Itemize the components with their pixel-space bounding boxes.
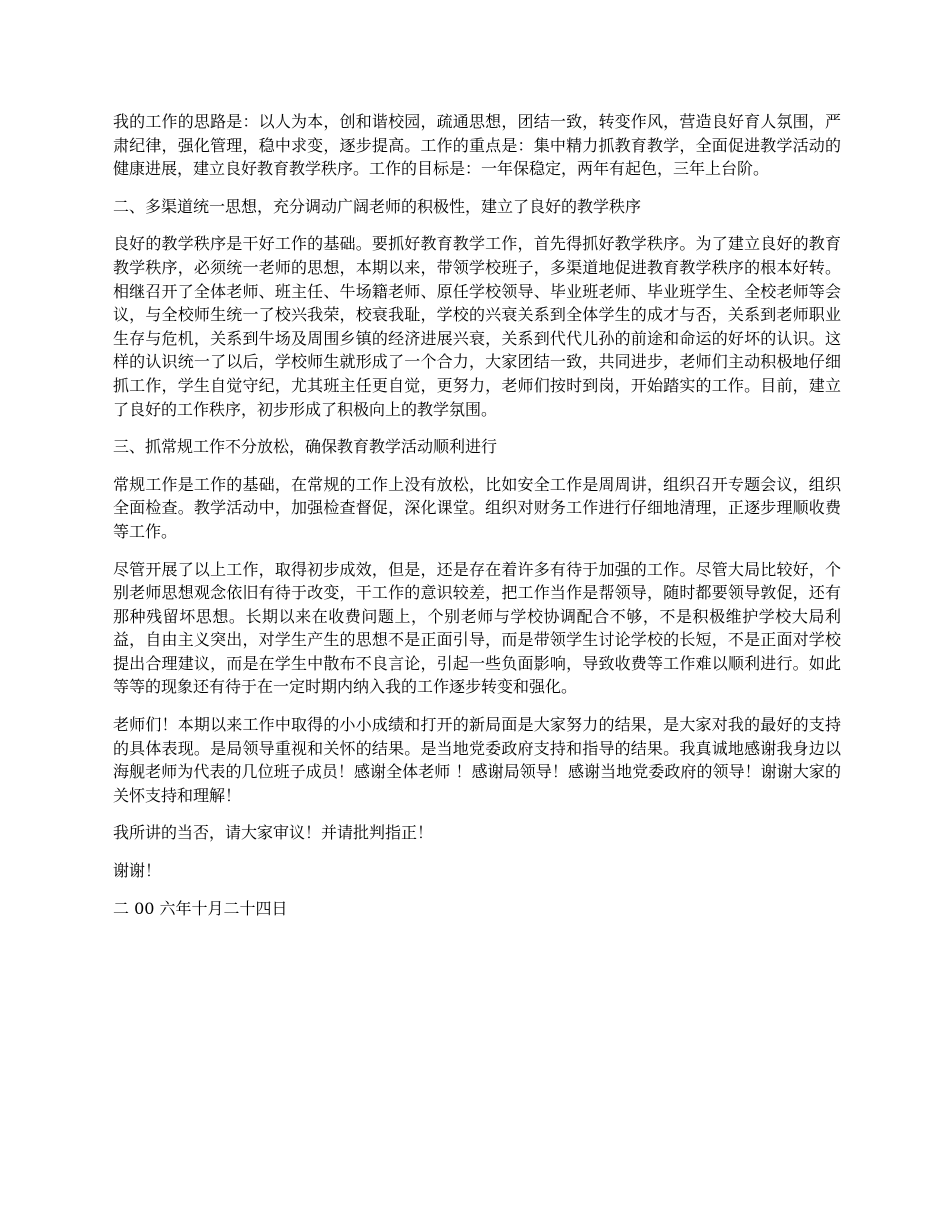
section-heading-three: 三、抓常规工作不分放松，确保教育教学活动顺利进行 [113,437,498,457]
paragraph-closing: 谢谢！ [113,861,162,881]
section-heading-two: 二、多渠道统一思想，充分调动广阔老师的积极性，建立了良好的教学秩序 [113,196,642,216]
paragraph-shortcomings: 尽管开展了以上工作，取得初步成效，但是，还是存在着许多有待于加强的工作。尽管大局比较好，个别老师思想观念依旧有待于改变，干工作的意识较差，把工作当作是帮领导，随时都要领导敦促，还有那种残留坏思想。长期以来在收费问题上，个别老师与学校协调配合不够，不是积极维护学校大局利益，自由主义突出，对学生产生的思想不是正面引导，而是带领学生讨论学校的长短，不是正面对学校提出合理建议，而是在学生中散布不良言论，引起一些负面影响，导致收费等工作难以顺利进行。如此等等的现象还有待于在一定时期内纳入我的工作逐步转变和强化。 [113,559,841,697]
paragraph-thanks: 老师们！本期以来工作中取得的小小成绩和打开的新局面是大家努力的结果，是大家对我的最好的支持的具体表现。是局领导重视和关怀的结果。是当地党委政府支持和指导的结果。我真诚地感谢我身边以海舰老师为代表的几位班子成员！感谢全体老师 ！感谢局领导！感谢当地党委政府的领导！谢谢大家的关怀支持和理解！ [113,715,841,805]
paragraph-teaching-order: 良好的教学秩序是干好工作的基础。要抓好教育教学工作，首先得抓好教学秩序。为了建立良好的教育教学秩序，必须统一老师的思想，本期以来，带领学校班子，多渠道地促进教育教学秩序的根本好转。相继召开了全体老师、班主任、牛场籍老师、原任学校领导、毕业班老师、毕业班学生、全校老师等会议，与全校师生统一了校兴我荣，校衰我耻，学校的兴衰关系到全体学生的成才与否，关系到老师职业生存与危机，关系到牛场及周围乡镇的经济进展兴衰，关系到代代儿孙的前途和命运的好坏的认识。这样的认识统一了以后，学校师生就形成了一个合力，大家团结一致，共同进步，老师们主动积极地仔细抓工作，学生自觉守纪，尤其班主任更自觉，更努力，老师们按时到岗，开始踏实的工作。目前，建立了良好的工作秩序，初步形成了积极向上的教学氛围。 [113,234,841,419]
paragraph-routine-work: 常规工作是工作的基础，在常规的工作上没有放松，比如安全工作是周周讲，组织召开专题会议，组织全面检查。教学活动中，加强检查督促，深化课堂。组织对财务工作进行仔细地清理，正逐步理顺收费等工作。 [113,474,841,541]
paragraph-work-approach: 我的工作的思路是：以人为本，创和谐校园，疏通思想，团结一致，转变作风，营造良好育人氛围，严肃纪律，强化管理，稳中求变，逐步提高。工作的重点是：集中精力抓教育教学，全面促进教学活动的健康进展，建立良好教育教学秩序。工作的目标是：一年保稳定，两年有起色，三年上台阶。 [113,112,841,179]
document-date: 二 00 六年十月二十四日 [113,898,288,918]
document-body [113,110,841,934]
paragraph-request-review: 我所讲的当否，请大家审议！并请批判指正！ [113,823,434,843]
